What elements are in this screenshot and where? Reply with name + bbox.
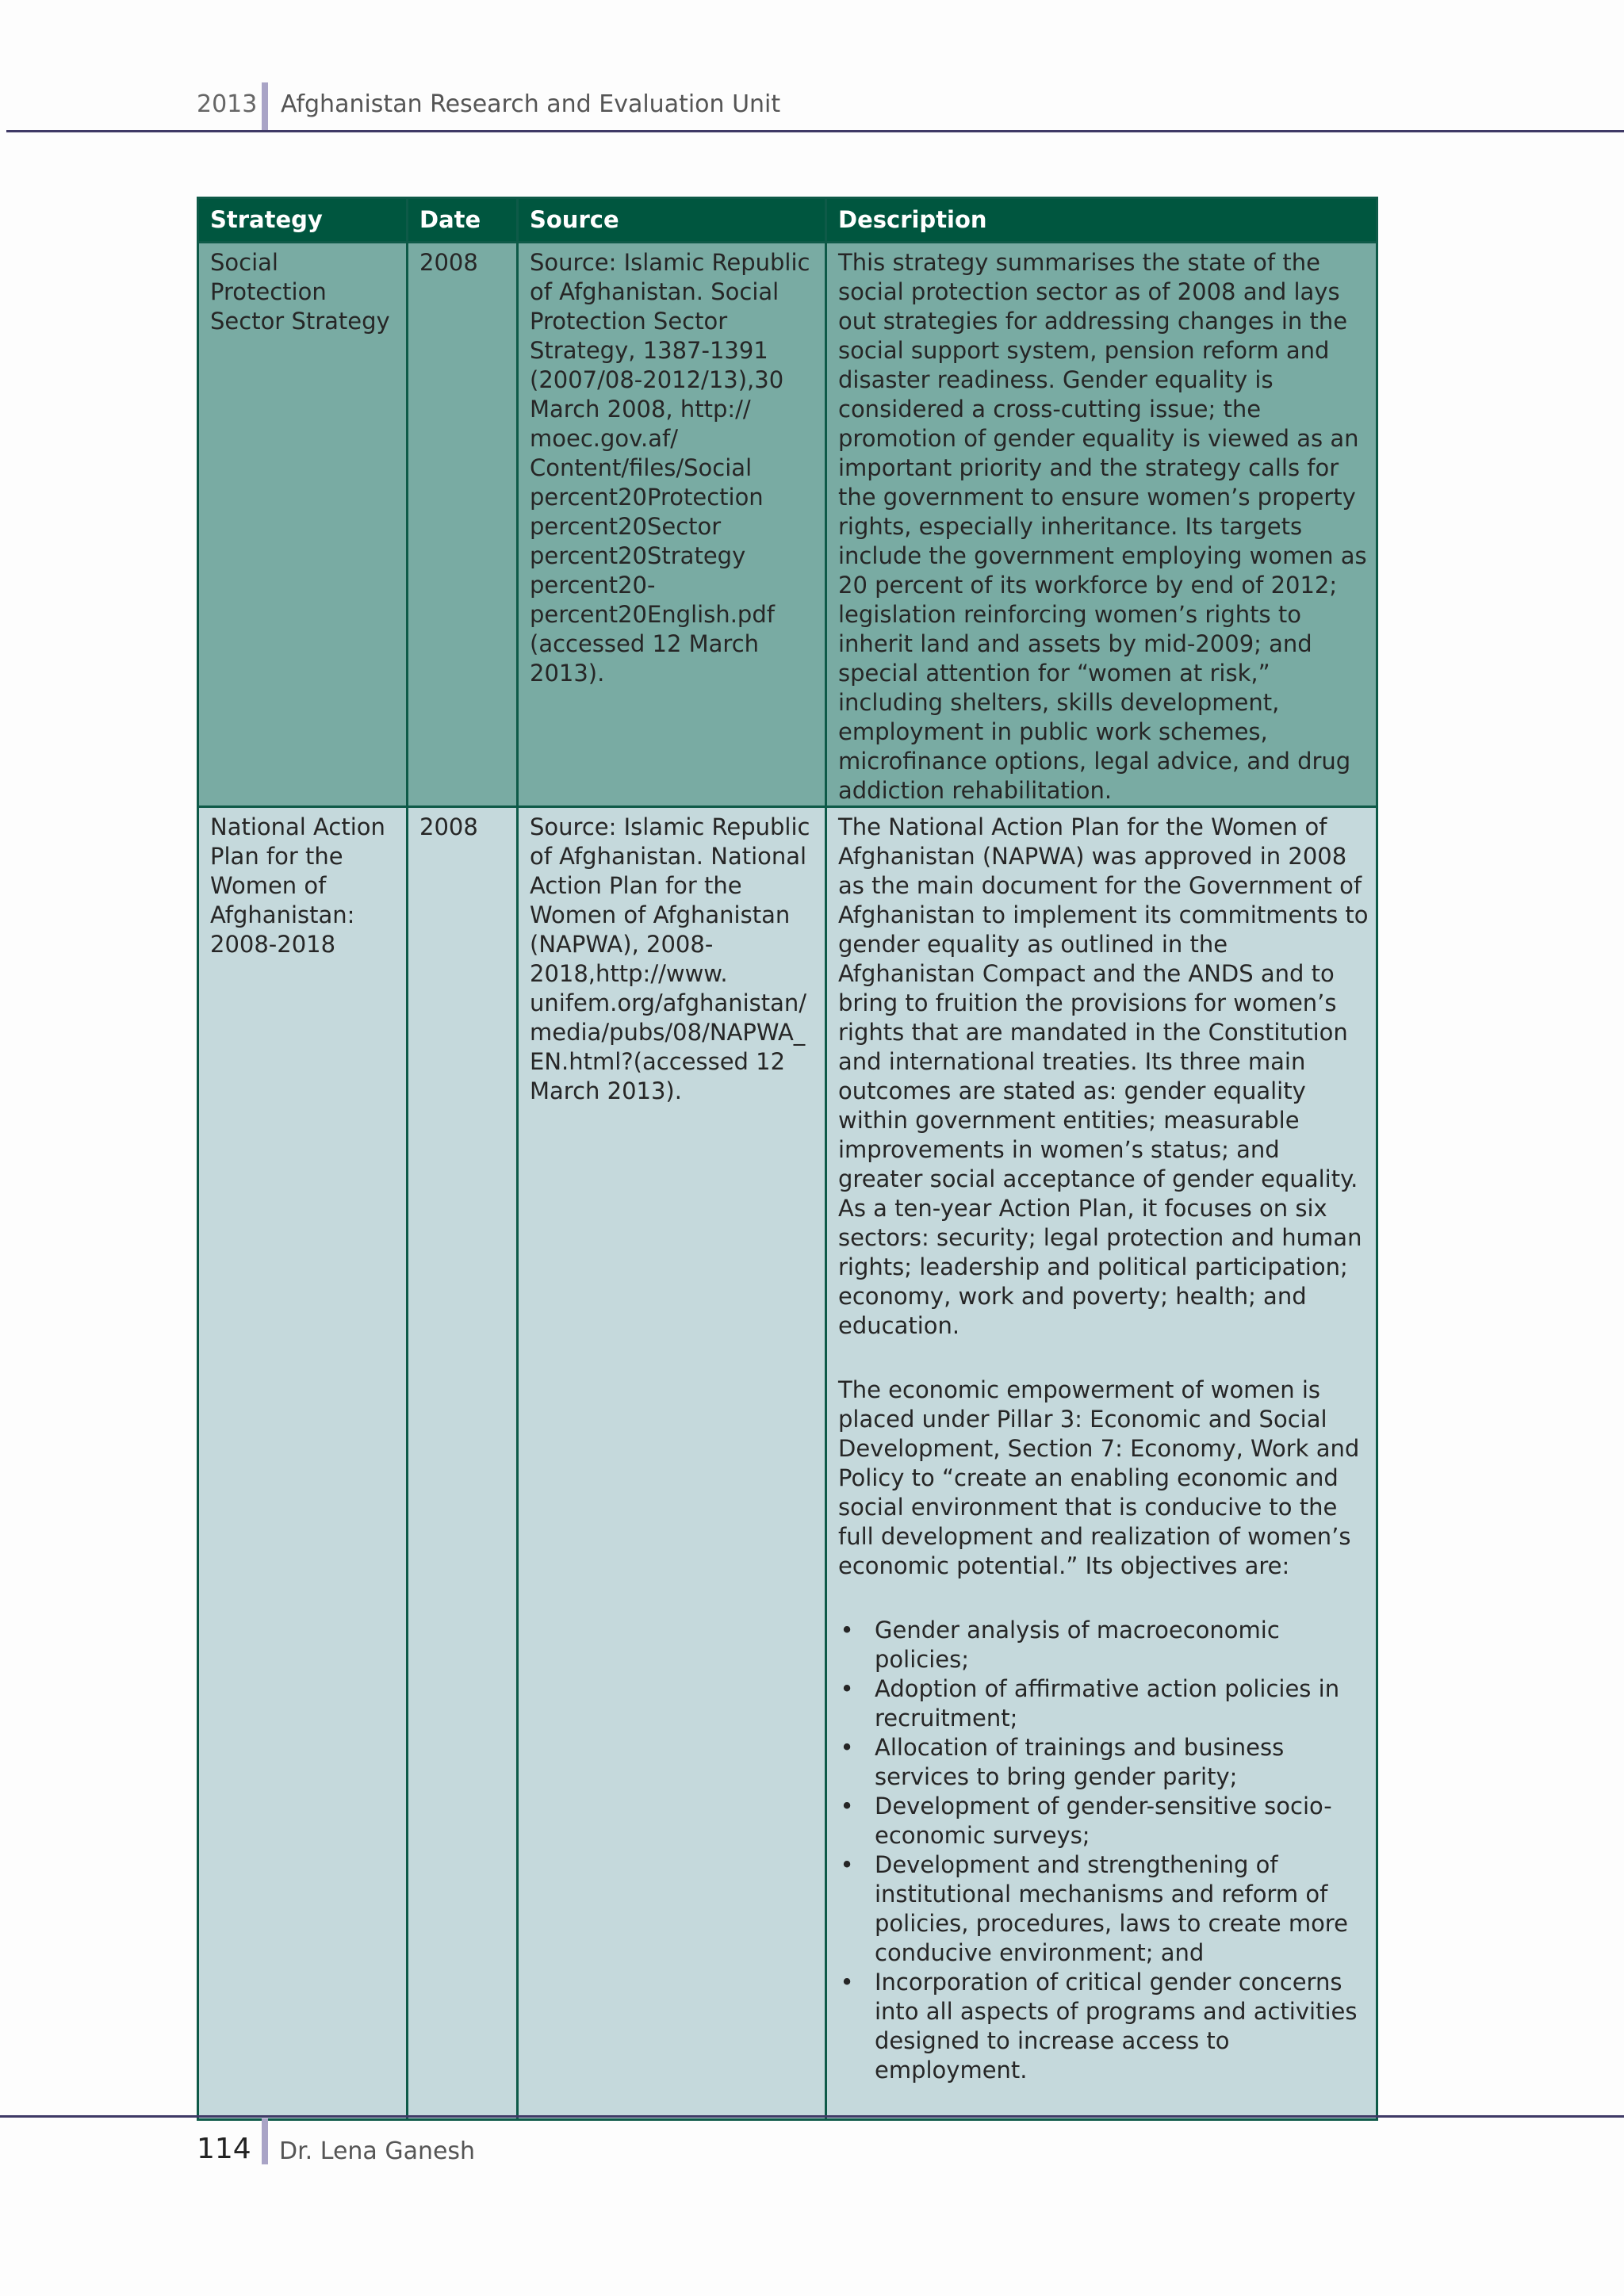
description-paragraph: The economic empowerment of women is placed under Pillar 3: Economic and Social Development, Section 7: Economy, Work and Policy to “create an enabling economic and social environment that is conducive to the full development and realization of women’s economic potential.” Its objectives are: [838, 1376, 1360, 1579]
bullet-icon: • [840, 1969, 854, 1996]
header-year: 2013 [197, 90, 258, 118]
cell-strategy: National Action Plan for the Women of Afghanistan: 2008-2018 [198, 807, 408, 2120]
list-item [838, 1733, 1369, 1792]
strategy-table [197, 197, 1378, 2121]
bullet-icon: • [840, 1851, 854, 1878]
footer-divider [262, 2118, 268, 2164]
bullet-icon: • [840, 1793, 854, 1820]
bullet-icon: • [840, 1734, 854, 1761]
column-header-strategy: Strategy [198, 198, 408, 243]
table-header-row [198, 198, 1377, 243]
cell-description [826, 243, 1377, 807]
list-item-text: Adoption of affirmative action policies in recruitment; [875, 1675, 1340, 1732]
header-title: Afghanistan Research and Evaluation Unit [281, 90, 781, 118]
cell-date: 2008 [408, 243, 518, 807]
footer-rule [0, 2115, 1624, 2118]
page-header [0, 0, 1624, 133]
cell-source: Source: Islamic Republic of Afghanistan. Social Protection Sector Strategy, 1387-1391 (2007/08-2012/13),30 March 2008, http:// moec.gov.af/ Content/files/Social percent20Protection percent20Sector percent20Strategy percent20- percent20English.pdf (accessed 12 March 2013). [518, 243, 826, 807]
list-item-text: Incorporation of critical gender concerns into all aspects of programs and activities designed to increase access to employment. [875, 1969, 1358, 2084]
page-number: 114 [197, 2133, 251, 2165]
header-divider [262, 82, 268, 132]
cell-source: Source: Islamic Republic of Afghanistan. National Action Plan for the Women of Afghanistan (NAPWA), 2008- 2018,http://www. unifem.org/afghanistan/ media/pubs/08/NAPWA_ EN.html?(accessed 12 March 2013). [518, 807, 826, 2120]
bullet-icon: • [840, 1617, 854, 1644]
header-rule [6, 130, 1624, 132]
cell-description [826, 807, 1377, 2120]
list-item [838, 1616, 1369, 1674]
description-paragraph: This strategy summarises the state of the social protection sector as of 2008 and lays out strategies for addressing changes in the social support system, pension reform and disaster readiness. Gender equality is considered a cross-cutting issue; the promotion of gender equality is viewed as an important priority and the strategy calls for the government to ensure women’s property rights, especially inheritance. Its targets include the government employing women as 20 percent of its workforce by end of 2012; legislation reinforcing women’s rights to inherit land and assets by mid-2009; and special attention for “women at risk,” including shelters, skills development, employment in public work schemes, microfinance options, legal advice, and drug addiction rehabilitation. [838, 249, 1367, 804]
list-item-text: Development of gender-sensitive socio-economic surveys; [875, 1793, 1332, 1849]
table-row [198, 243, 1377, 807]
list-item-text: Gender analysis of macroeconomic policies; [875, 1617, 1280, 1673]
list-item-text: Allocation of trainings and business services to bring gender parity; [875, 1734, 1285, 1790]
list-item [838, 1968, 1369, 2085]
cell-date: 2008 [408, 807, 518, 2120]
list-item-text: Development and strengthening of institutional mechanisms and reform of policies, procedures, laws to create more conducive environment; and [875, 1851, 1348, 1966]
list-item [838, 1674, 1369, 1733]
cell-strategy: Social Protection Sector Strategy [198, 243, 408, 807]
list-item [838, 1792, 1369, 1850]
description-paragraph: The National Action Plan for the Women of Afghanistan (NAPWA) was approved in 2008 as the main document for the Government of Afghanistan to implement its commitments to gender equality as outlined in the Afghanistan Compact and the ANDS and to bring to fruition the provisions for women’s rights that are mandated in the Constitution and international treaties. Its three main outcomes are stated as: gender equality within government entities; measurable improvements in women’s status; and greater social acceptance of gender equality. As a ten-year Action Plan, it focuses on six sectors: security; legal protection and human rights; leadership and political participation; economy, work and poverty; health; and education. [838, 813, 1369, 1339]
list-item [838, 1850, 1369, 1968]
column-header-description: Description [826, 198, 1377, 243]
column-header-date: Date [408, 198, 518, 243]
objectives-list [838, 1616, 1369, 2085]
table-row [198, 807, 1377, 2120]
bullet-icon: • [840, 1675, 854, 1702]
footer-author: Dr. Lena Ganesh [279, 2137, 476, 2165]
column-header-source: Source [518, 198, 826, 243]
